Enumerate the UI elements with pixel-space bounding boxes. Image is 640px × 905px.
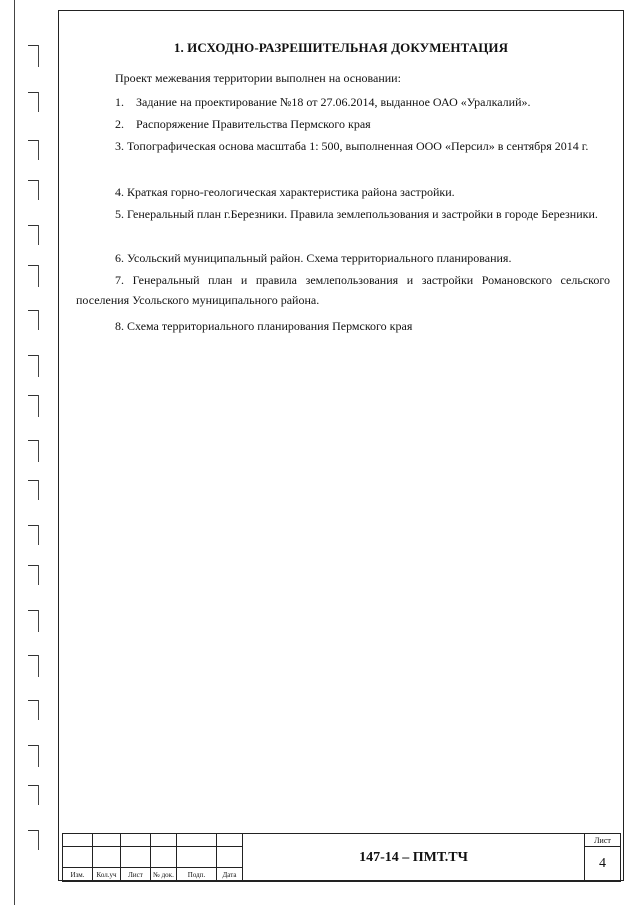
sheet-number: 4 bbox=[585, 847, 621, 882]
stamp-cell bbox=[217, 834, 243, 847]
list-item-5: 5. Генеральный план г.Березники. Правила землепользования и застройки в городе Березники. bbox=[115, 207, 598, 221]
col-label-izm: Изм. bbox=[63, 868, 93, 882]
binding-mark bbox=[28, 92, 38, 93]
binding-mark bbox=[28, 525, 38, 526]
binding-mark bbox=[28, 565, 38, 566]
binding-mark bbox=[38, 565, 39, 585]
binding-mark bbox=[28, 745, 38, 746]
list-item-7: 7. Генеральный план и правила землепользования и застройки Романовского сельского поселения Усольского муниципального района. bbox=[76, 273, 610, 307]
stamp-cell bbox=[177, 834, 217, 847]
stamp-cell bbox=[177, 847, 217, 868]
binding-line bbox=[14, 0, 15, 905]
list-item-4: 4. Краткая горно-геологическая характеристика района застройки. bbox=[115, 185, 455, 199]
binding-mark bbox=[28, 310, 38, 311]
intro-paragraph: Проект межевания территории выполнен на основании: bbox=[115, 71, 401, 85]
list-item-8: 8. Схема территориального планирования Пермского края bbox=[115, 319, 413, 333]
list-item-1: 1. Задание на проектирование №18 от 27.06.2014, выданное ОАО «Уралкалий». bbox=[115, 95, 531, 109]
binding-mark bbox=[28, 45, 38, 46]
stamp-cell bbox=[151, 834, 177, 847]
binding-mark bbox=[28, 610, 38, 611]
binding-mark bbox=[28, 140, 38, 141]
stamp-cell bbox=[217, 847, 243, 868]
binding-mark bbox=[38, 45, 39, 67]
binding-mark bbox=[38, 525, 39, 545]
binding-mark bbox=[28, 830, 38, 831]
binding-mark bbox=[38, 92, 39, 112]
binding-mark bbox=[28, 700, 38, 701]
col-label-list: Лист bbox=[121, 868, 151, 882]
col-label-kol-uch: Кол.уч bbox=[93, 868, 121, 882]
document-code: 147-14 – ПМТ.ТЧ bbox=[243, 834, 585, 882]
binding-mark bbox=[38, 355, 39, 377]
binding-mark bbox=[38, 395, 39, 417]
col-label-date: Дата bbox=[217, 868, 243, 882]
stamp-cell bbox=[63, 834, 93, 847]
binding-mark bbox=[38, 480, 39, 500]
binding-mark bbox=[38, 140, 39, 160]
stamp-cell bbox=[151, 847, 177, 868]
binding-mark bbox=[38, 610, 39, 632]
binding-mark bbox=[28, 655, 38, 656]
list-item-2: 2. Распоряжение Правительства Пермского края bbox=[115, 117, 371, 131]
col-label-signature: Подп. bbox=[177, 868, 217, 882]
binding-mark bbox=[38, 310, 39, 330]
binding-mark bbox=[38, 265, 39, 287]
stamp-cell bbox=[93, 847, 121, 868]
binding-mark bbox=[28, 225, 38, 226]
sheet-label: Лист bbox=[585, 834, 621, 847]
stamp-cell bbox=[93, 834, 121, 847]
list-item-3: 3. Топографическая основа масштаба 1: 500, выполненная ООО «Персил» в сентября 2014 г. bbox=[115, 139, 589, 153]
binding-mark bbox=[28, 480, 38, 481]
col-label-doc-number: № док. bbox=[151, 868, 177, 882]
binding-mark bbox=[28, 180, 38, 181]
binding-mark bbox=[38, 180, 39, 200]
title-block-stamp bbox=[62, 833, 621, 882]
binding-mark bbox=[28, 440, 38, 441]
binding-mark bbox=[38, 700, 39, 720]
binding-mark bbox=[28, 355, 38, 356]
stamp-cell bbox=[121, 847, 151, 868]
list-item-6: 6. Усольский муниципальный район. Схема территориального планирования. bbox=[115, 251, 512, 265]
binding-mark bbox=[28, 265, 38, 266]
binding-mark bbox=[38, 830, 39, 850]
binding-mark bbox=[38, 225, 39, 245]
document-title: 1. ИСХОДНО-РАЗРЕШИТЕЛЬНАЯ ДОКУМЕНТАЦИЯ bbox=[173, 40, 509, 55]
binding-mark bbox=[38, 655, 39, 677]
binding-mark bbox=[38, 440, 39, 462]
binding-mark bbox=[38, 745, 39, 767]
stamp-cell bbox=[121, 834, 151, 847]
binding-mark bbox=[28, 395, 38, 396]
stamp-cell bbox=[63, 847, 93, 868]
binding-mark bbox=[38, 785, 39, 805]
binding-mark bbox=[28, 785, 38, 786]
